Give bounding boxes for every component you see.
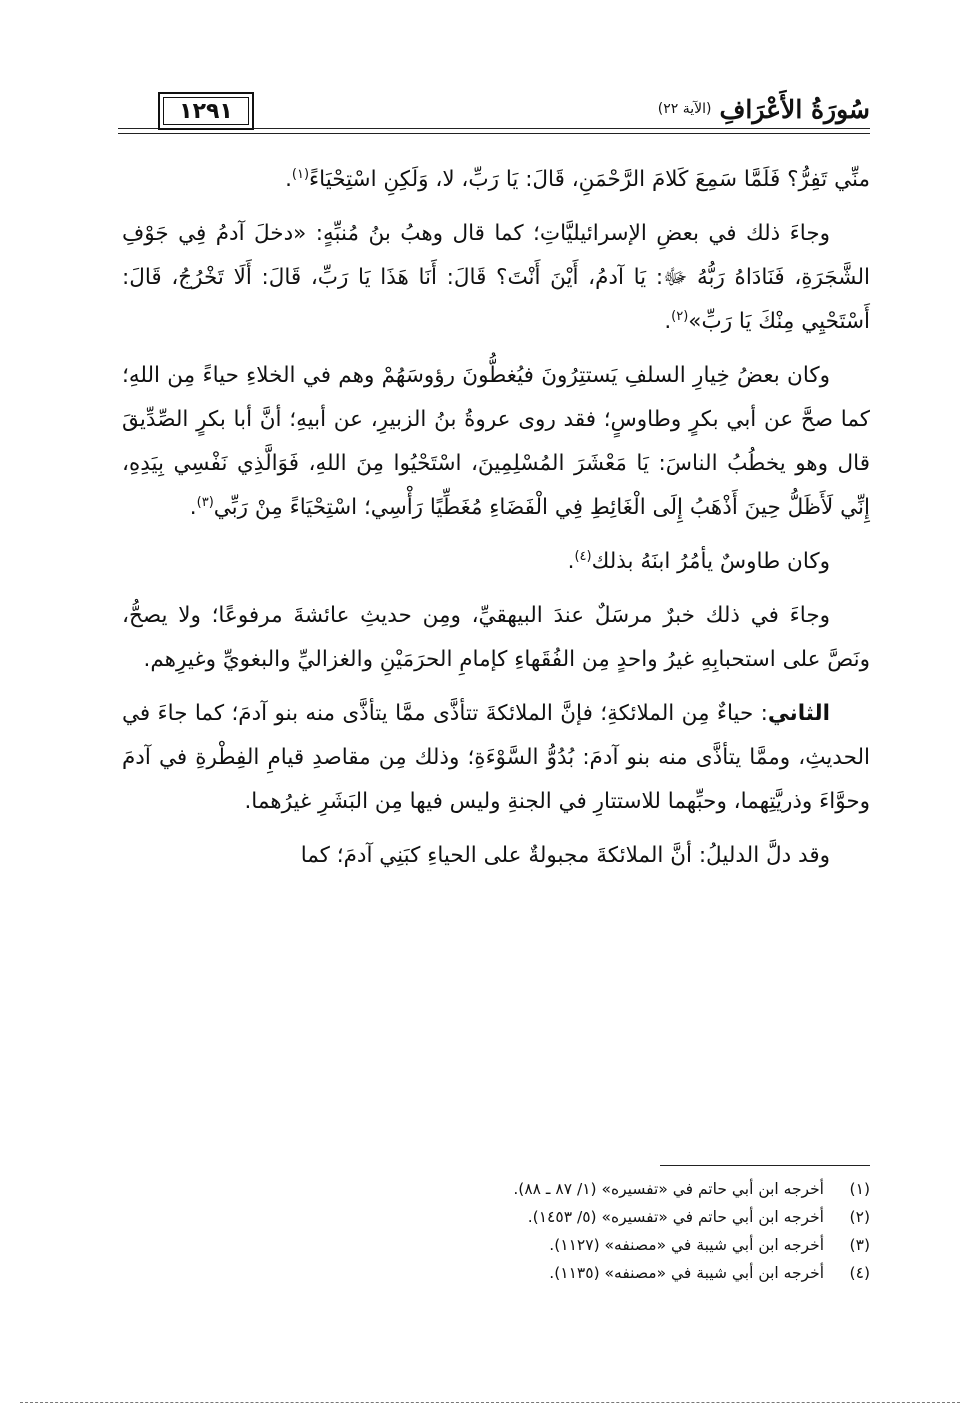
surah-title <box>648 92 870 126</box>
footnotes <box>110 1175 870 1287</box>
ayah-label: (الآية ٢٢) <box>657 101 712 117</box>
footnote-ref: (٤) <box>574 548 592 564</box>
paragraph-text: وقد دلَّ الدليلُ: أنَّ الملائكةَ مجبولةٌ على الحياءِ كبَنِي آدمَ؛ كما <box>300 843 830 868</box>
footnote-ref: (٢) <box>671 308 689 324</box>
header-rule <box>118 133 870 134</box>
paragraph-lead: الثاني <box>767 701 830 726</box>
footnote-text: أخرجه ابن أبي حاتم في «تفسيره» (٥/ ١٤٥٣). <box>527 1208 824 1226</box>
footnote-ref: (٣) <box>196 494 214 510</box>
main-text <box>122 158 870 888</box>
footnote-number: (٤) <box>849 1264 870 1282</box>
paragraph-text: وكان بعضُ خِيارِ السلفِ يَستتِرُونَ فيُغطُّونَ رؤوسَهُمْ وهم في الخلاءِ حياءً مِن اللهِ؛ كما صحَّ عن أبي بكرٍ وطاوسٍ؛ فقد روى عروةُ بنُ الزبيرِ، عن أبيهِ؛ أنَّ أبا بكرٍ الصِّدِّيقَ قال وهو يخطُبُ الناسَ: يَا مَعْشَرَ المُسْلِمِينَ، اسْتَحْيُوا مِنَ اللهِ، فَوَالَّذِي نَفْسِي بِيَدِهِ، إِنِّي لَأَظَلُّ حِينَ أَذْهَبُ إِلَى الْغَائِطِ فِي الْفَضَاءِ مُغَطِّيًا رَأْسِي؛ اسْتِحْيَاءً مِنْ رَبِّي <box>122 363 870 520</box>
paragraph <box>122 594 870 682</box>
paragraph-tail: . <box>285 167 292 192</box>
paragraph-tail: . <box>189 495 197 520</box>
paragraph <box>122 354 870 530</box>
footnote-number: (١) <box>849 1180 870 1198</box>
footnote-number: (٣) <box>849 1236 870 1254</box>
footnote-text: أخرجه ابن أبي شيبة في «مصنفه» (١١٢٧). <box>549 1236 824 1254</box>
page-number: ١٢٩١ <box>158 92 254 130</box>
paragraph <box>122 834 870 878</box>
footnote-separator <box>660 1165 870 1166</box>
footnote-text: أخرجه ابن أبي شيبة في «مصنفه» (١١٣٥). <box>549 1264 824 1282</box>
footnote <box>110 1203 870 1231</box>
paragraph-text: : حياءٌ مِن الملائكةِ؛ فإنَّ الملائكةَ تتأذَّى ممَّا يتأذَّى منه بنو آدمَ؛ كما جاءَ في الحديثِ، وممَّا يتأذَّى منه بنو آدمَ: بُدُوُّ السَّوْءَةِ؛ وذلك مِن مقاصدِ قيامِ الفِطْرةِ في آدمَ وحوَّاءَ وذريَّتِهما، وحبِّهما للاستتارِ في الجنةِ وليس فيها مِن البَشَرِ غيرُهما. <box>122 701 870 814</box>
paragraph-text: وكان طاوسٌ يأمُرُ ابنَهُ بذلك <box>591 549 830 574</box>
paragraph-tail: . <box>664 309 672 334</box>
paragraph <box>122 158 870 202</box>
footnote-number: (٢) <box>849 1208 870 1226</box>
footnote <box>110 1259 870 1287</box>
page-header <box>118 92 870 138</box>
surah-name: سُورَةُ الأَعْرَافِ <box>719 94 870 124</box>
footnote <box>110 1175 870 1203</box>
footnote-text: أخرجه ابن أبي حاتم في «تفسيره» (١/ ٨٧ ـ ٨٨). <box>513 1180 824 1198</box>
paragraph-text: منِّي تَفِرُّ؟ فَلَمَّا سَمِعَ كَلامَ الرَّحْمَنِ، قَالَ: يَا رَبِّ، لا، وَلَكِنِ اسْتِحْيَاءً <box>309 167 870 192</box>
paragraph-text: وجاءَ ذلك في بعضِ الإسرائيليَّاتِ؛ كما قال وهبُ بنُ مُنبِّهٍ: «دخلَ آدمُ فِي جَوْفِ الشَّجَرَةِ، فَنَادَاهُ رَبُّهُ ﷻ: يَا آدمُ، أَيْنَ أَنْتَ؟ قَالَ: أَنَا هَذَا يَا رَبِّ، قَالَ: أَلَا تَخْرُجُ، قَالَ: أَسْتَحْيِي مِنْكَ يَا رَبِّ» <box>122 221 870 334</box>
footnote <box>110 1231 870 1259</box>
paragraph <box>122 540 870 584</box>
footnote-ref: (١) <box>291 166 310 182</box>
paragraph-text: وجاءَ في ذلك خبرٌ مرسَلٌ عندَ البيهقيِّ، ومِن حديثِ عائشةَ مرفوعًا؛ ولا يصحُّ، ونَصَّ على استحبابِهِ غيرُ واحدٍ مِن الفُقَهاءِ كإمامِ الحرَمَيْنِ والغزاليِّ والبغويِّ وغيرِهم. <box>122 603 870 672</box>
paragraph <box>122 692 870 824</box>
paragraph <box>122 212 870 344</box>
paragraph-tail: . <box>567 549 575 574</box>
page-bottom-edge <box>20 1402 960 1403</box>
